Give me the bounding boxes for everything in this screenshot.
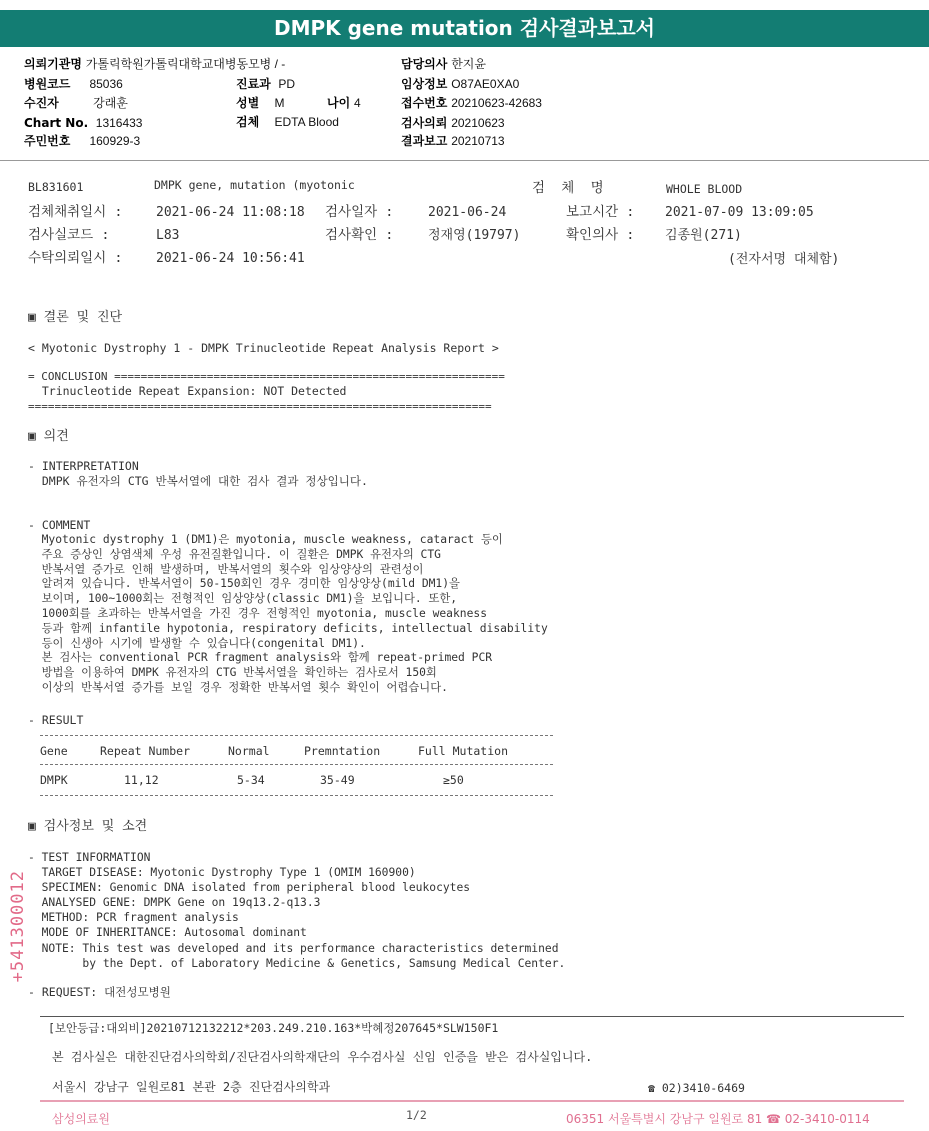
section-opinion: ▣ 의견 bbox=[28, 429, 69, 444]
footer-divider bbox=[40, 1016, 904, 1017]
lab-code-label: 검사실코드 : bbox=[28, 227, 110, 243]
test-code: BL831601 bbox=[28, 180, 84, 194]
header-age: 나이 4 bbox=[327, 96, 361, 110]
security-line: [보안등급:대외비]20210712132212*203.249.210.163*박혜정207645*SLW150F1 bbox=[48, 1021, 499, 1035]
header-requested: 검사의뢰 20210623 bbox=[401, 116, 505, 130]
header-clinical-info: 임상정보 O87AE0XA0 bbox=[401, 77, 520, 91]
comment-head: - COMMENT bbox=[28, 518, 91, 532]
header-divider bbox=[0, 160, 929, 161]
header-reported: 결과보고 20210713 bbox=[401, 134, 505, 148]
result-head: - RESULT bbox=[28, 713, 84, 727]
collect-value: 2021-06-24 11:08:18 bbox=[156, 205, 305, 220]
header-sex: 성별 M bbox=[236, 96, 285, 110]
header-doctor: 담당의사 한지윤 bbox=[401, 57, 486, 71]
request-line: - REQUEST: 대전성모병원 bbox=[28, 985, 171, 999]
result-premutation: 35-49 bbox=[320, 773, 355, 787]
result-header-repeat: Repeat Number bbox=[100, 744, 191, 758]
conclusion-tail: ====================================================================== bbox=[28, 400, 492, 413]
header-row-patient: 수진자 강래훈 bbox=[24, 96, 128, 110]
certification-line: 본 검사실은 대한진단검사의학회/진단검사의학재단의 우수검사실 신임 인증을 받은 검사실입니다. bbox=[52, 1050, 593, 1064]
test-date-label: 검사일자 : bbox=[325, 204, 394, 220]
interpretation-head: - INTERPRETATION bbox=[28, 459, 139, 473]
interpretation-text: DMPK 유전자의 CTG 반복서열에 대한 검사 결과 정상입니다. bbox=[28, 474, 368, 488]
request-time-label: 수탁의뢰일시 : bbox=[28, 250, 123, 266]
report-time-value: 2021-07-09 13:09:05 bbox=[665, 205, 814, 220]
verified-value: 정재영(19797) bbox=[428, 228, 521, 243]
section-test-info: ▣ 검사정보 및 소견 bbox=[28, 819, 148, 834]
doctor-value: 김종원(271) bbox=[665, 228, 742, 243]
result-header-premutation: Premntation bbox=[304, 744, 381, 758]
request-time-value: 2021-06-24 10:56:41 bbox=[156, 251, 305, 266]
header-row-hospital-code: 병원코드 85036 bbox=[24, 77, 123, 91]
header-accession: 접수번호 20210623-42683 bbox=[401, 96, 542, 110]
section-conclusion: ▣ 결론 및 진단 bbox=[28, 310, 123, 325]
report-banner bbox=[0, 10, 929, 47]
result-header-gene: Gene bbox=[40, 744, 68, 758]
header-specimen: 검체 EDTA Blood bbox=[236, 115, 339, 129]
specimen-value: WHOLE BLOOD bbox=[666, 182, 743, 196]
e-signature-note: (전자서명 대체함) bbox=[728, 252, 840, 267]
result-normal: 5-34 bbox=[237, 773, 265, 787]
result-header-full: Full Mutation bbox=[418, 744, 509, 758]
collect-label: 검체채취일시 : bbox=[28, 204, 123, 220]
result-header-normal: Normal bbox=[228, 744, 270, 758]
footer-pink-rule bbox=[40, 1100, 904, 1102]
result-gene: DMPK bbox=[40, 773, 68, 787]
vertical-specimen-id: +541300012 bbox=[8, 870, 28, 983]
test-name: DMPK gene, mutation (myotonic bbox=[154, 178, 355, 192]
result-repeat: 11,12 bbox=[124, 773, 159, 787]
report-title: DMPK gene mutation 검사결과보고서 bbox=[273, 16, 655, 40]
result-rule-bottom bbox=[40, 795, 553, 796]
test-info-body: - TEST INFORMATION TARGET DISEASE: Myotonic Dystrophy Type 1 (OMIM 160900) SPECIMEN: Genomic DNA isolated from peripheral blood leukocytes ANALYSED GENE: DMPK Gene on 19q13.2-q13.3 METHOD: PCR fragment analysis MODE OF INHERITANCE: Autosomal dominant NOTE: This test was developed and its performance characteristics determined by the Dept. of Laboratory Medicine & Genetics, Samsung Medical Center. bbox=[28, 851, 566, 970]
header-row-institution: 의뢰기관명 가톨릭학원가톨릭대학교대병동모병 / - bbox=[24, 57, 286, 71]
footer-org: 삼성의료원 bbox=[52, 1112, 110, 1126]
report-time-label: 보고시간 : bbox=[566, 204, 635, 220]
lab-code-value: L83 bbox=[156, 228, 180, 243]
page-number: 1/2 bbox=[406, 1108, 427, 1122]
lab-address: 서울시 강남구 일원로81 본관 2층 진단검사의학과 bbox=[52, 1080, 331, 1094]
verified-label: 검사확인 : bbox=[325, 227, 394, 243]
header-dept: 진료과 PD bbox=[236, 77, 296, 91]
result-rule-top bbox=[40, 735, 553, 736]
analysis-report-title: < Myotonic Dystrophy 1 - DMPK Trinucleotide Repeat Analysis Report > bbox=[28, 341, 499, 355]
test-date-value: 2021-06-24 bbox=[428, 205, 507, 220]
result-rule-mid bbox=[40, 764, 553, 765]
specimen-title: 검 체 명 bbox=[532, 180, 604, 196]
doctor-label: 확인의사 : bbox=[566, 227, 635, 243]
result-full: ≥50 bbox=[443, 773, 464, 787]
header-row-chart-no: Chart No. 1316433 bbox=[24, 116, 143, 130]
conclusion-head: = CONCLUSION =========================================================== bbox=[28, 370, 505, 383]
footer-address: 06351 서울특별시 강남구 일원로 81 ☎ 02-3410-0114 bbox=[566, 1112, 870, 1126]
comment-body: Myotonic dystrophy 1 (DM1)은 myotonia, muscle weakness, cataract 등이 주요 증상인 상염색체 우성 유전질환입니다. 이 질환은 DMPK 유전자의 CTG 반복서열 증가로 인해 발생하며, 반복서열의 횟수와 임상양상의 관련성이 알려져 있습니다. 반복서열이 50-150회인 경우 경미한 임상양상(mild DM1)을 보이며, 100~1000회는 전형적인 임상양상(classic DM1)을 보입니다. 또한, 1000회를 초과하는 반복서열을 가진 경우 전형적인 myotonia, muscle weakness 등과 함께 infantile hypotonia, respiratory deficits, intellectual disability 등이 신생아 시기에 발생할 수 있습니다(congenital DM1). 본 검사는 conventional PCR fragment analysis와 함께 repeat-primed PCR 방법을 이용하여 DMPK 유전자의 CTG 반복서열을 확인하는 검사로서 150회 이상의 반복서열 증가를 보일 경우 정확한 반복서열 횟수 확인이 어렵습니다. bbox=[28, 533, 548, 694]
header-row-resident-no: 주민번호 160929-3 bbox=[24, 134, 141, 148]
conclusion-text: Trinucleotide Repeat Expansion: NOT Detected bbox=[28, 384, 347, 398]
lab-phone: ☎ 02)3410-6469 bbox=[648, 1081, 745, 1095]
